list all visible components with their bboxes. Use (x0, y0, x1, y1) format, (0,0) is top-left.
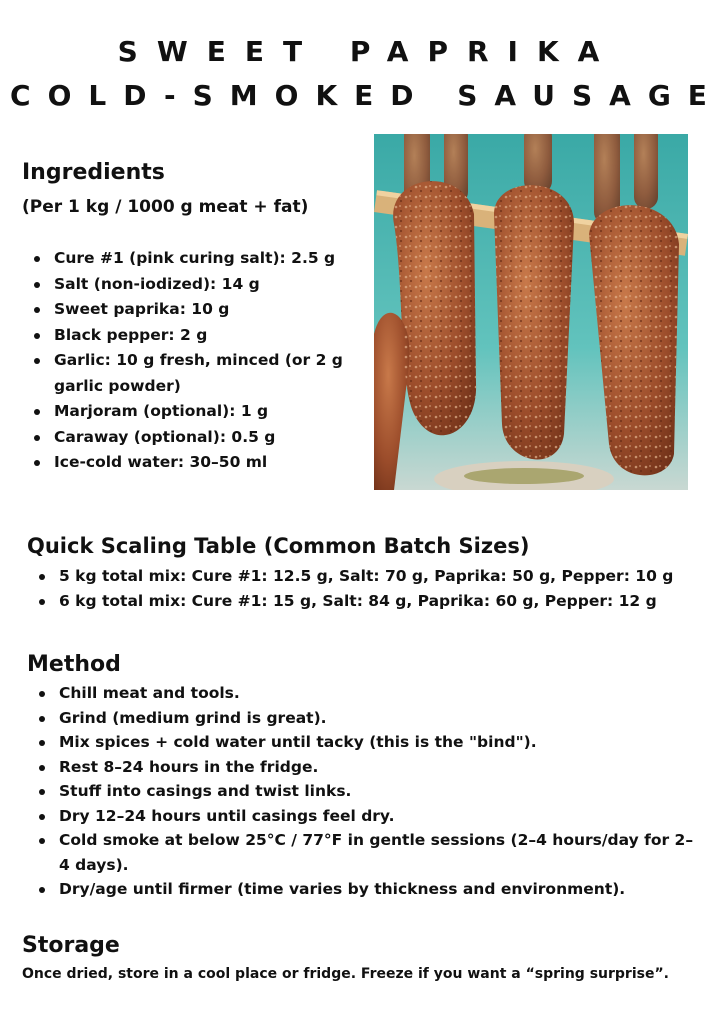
storage-section (22, 932, 712, 984)
list-item: 6 kg total mix: Cure #1: 15 g, Salt: 84 g, Paprika: 60 g, Pepper: 12 g (27, 589, 707, 614)
ingredients-list (22, 246, 362, 476)
list-item: Dry/age until firmer (time varies by thickness and environment). (27, 877, 697, 902)
list-item: Sweet paprika: 10 g (22, 297, 362, 323)
list-item: 5 kg total mix: Cure #1: 12.5 g, Salt: 70 g, Paprika: 50 g, Pepper: 10 g (27, 564, 707, 589)
list-item: Black pepper: 2 g (22, 323, 362, 349)
ingredients-section (22, 160, 362, 476)
list-item: Rest 8–24 hours in the fridge. (27, 755, 697, 780)
scaling-list (27, 564, 707, 614)
sausage-photo-illustration (374, 134, 688, 490)
list-item: Chill meat and tools. (27, 681, 697, 706)
ingredients-subheading: (Per 1 kg / 1000 g meat + fat) (22, 197, 309, 217)
storage-text: Once dried, store in a cool place or fridge. Freeze if you want a “spring surprise”. (22, 966, 669, 982)
list-item: Cold smoke at below 25°C / 77°F in gentle sessions (2–4 hours/day for 2–4 days). (27, 828, 697, 877)
scaling-section (27, 532, 707, 614)
list-item: Marjoram (optional): 1 g (22, 399, 362, 425)
list-item: Salt (non-iodized): 14 g (22, 272, 362, 298)
sausage-photo (374, 134, 688, 490)
list-item: Ice-cold water: 30–50 ml (22, 450, 362, 476)
storage-heading: Storage (22, 933, 120, 958)
scaling-heading: Quick Scaling Table (Common Batch Sizes) (27, 534, 530, 558)
title-line-2: COLD-SMOKED SAUSAGE (10, 79, 724, 112)
method-heading: Method (27, 652, 121, 677)
list-item: Mix spices + cold water until tacky (this is the "bind"). (27, 730, 697, 755)
list-item: Caraway (optional): 0.5 g (22, 425, 362, 451)
ingredients-heading: Ingredients (22, 160, 165, 185)
list-item: Stuff into casings and twist links. (27, 779, 697, 804)
method-section (27, 651, 697, 902)
list-item: Dry 12–24 hours until casings feel dry. (27, 804, 697, 829)
list-item: Garlic: 10 g fresh, minced (or 2 g garlic powder) (22, 348, 362, 399)
title-line-1: SWEET PAPRIKA (117, 35, 619, 68)
list-item: Grind (medium grind is great). (27, 706, 697, 731)
method-list (27, 681, 697, 902)
list-item: Cure #1 (pink curing salt): 2.5 g (22, 246, 362, 272)
